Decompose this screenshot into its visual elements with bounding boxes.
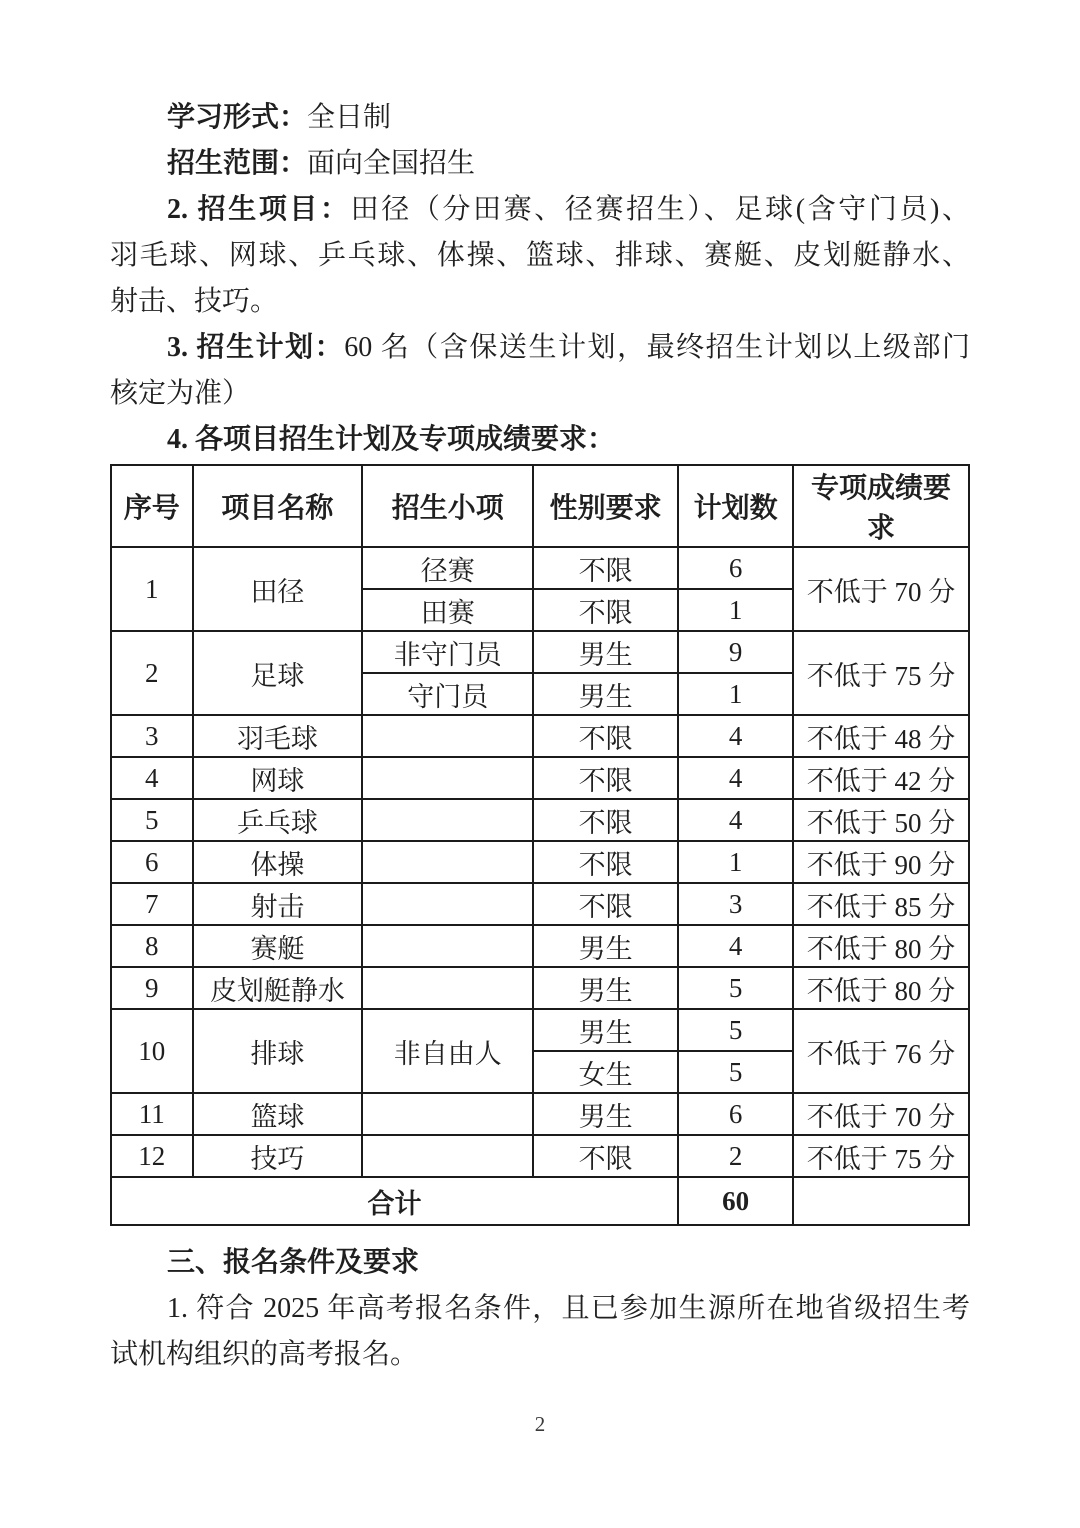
table-cell (362, 883, 533, 925)
page-number: 2 (534, 1412, 546, 1436)
table-header-cell: 专项成绩要求 (793, 465, 969, 547)
table-cell: 合计 (111, 1177, 678, 1225)
item2-text2: 羽毛球、网球、乒乓球、体操、篮球、排球、赛艇、皮划艇静水、 (110, 240, 970, 271)
table-cell: 网球 (193, 757, 363, 799)
table-cell: 4 (678, 925, 793, 967)
table-cell: 1 (111, 547, 193, 631)
table-cell: 女生 (533, 1051, 678, 1093)
table-cell: 不低于 75 分 (793, 631, 969, 715)
scope-line (110, 141, 970, 187)
table-cell: 3 (678, 883, 793, 925)
table-cell: 男生 (533, 673, 678, 715)
item3-line2 (110, 371, 970, 417)
table-cell (362, 841, 533, 883)
table-header-cell: 项目名称 (193, 465, 363, 547)
table-cell: 非守门员 (362, 631, 533, 673)
cond1-line1 (110, 1286, 970, 1332)
table-cell: 4 (678, 799, 793, 841)
table-body (111, 547, 969, 1225)
table-cell: 11 (111, 1093, 193, 1135)
table-row (111, 715, 969, 757)
table-cell: 不低于 76 分 (793, 1009, 969, 1093)
table-row (111, 799, 969, 841)
table-cell: 男生 (533, 631, 678, 673)
table-header-cell: 序号 (111, 465, 193, 547)
section3-heading (110, 1240, 970, 1286)
table-row (111, 631, 969, 673)
table-cell: 5 (111, 799, 193, 841)
scope-value: 面向全国招生 (307, 148, 476, 179)
table-cell: 不低于 90 分 (793, 841, 969, 883)
table-cell: 皮划艇静水 (193, 967, 363, 1009)
table-row (111, 925, 969, 967)
table-cell: 1 (678, 589, 793, 631)
item3-label: 3. 招生计划： (167, 332, 345, 363)
item4-heading-text: 4. 各项目招生计划及专项成绩要求： (167, 424, 616, 455)
table-cell: 足球 (193, 631, 363, 715)
item2-text3: 射击、技巧。 (110, 286, 279, 317)
table-cell: 排球 (193, 1009, 363, 1093)
table-row (111, 547, 969, 589)
table-cell: 6 (678, 547, 793, 589)
table-header-cell: 计划数 (678, 465, 793, 547)
table-cell: 非自由人 (362, 1009, 533, 1093)
table-cell: 不限 (533, 883, 678, 925)
table-cell: 6 (678, 1093, 793, 1135)
table-cell: 3 (111, 715, 193, 757)
table-cell: 不低于 80 分 (793, 967, 969, 1009)
table-cell: 不限 (533, 799, 678, 841)
table-row (111, 967, 969, 1009)
table-row (111, 757, 969, 799)
item2-text1: 田径（分田赛、径赛招生）、足球(含守门员)、 (350, 194, 970, 225)
table-cell: 赛艇 (193, 925, 363, 967)
table-cell: 田赛 (362, 589, 533, 631)
table-cell: 4 (678, 757, 793, 799)
table-cell: 不低于 48 分 (793, 715, 969, 757)
table-cell: 篮球 (193, 1093, 363, 1135)
table-cell (362, 967, 533, 1009)
table-cell: 2 (678, 1135, 793, 1177)
table-cell: 12 (111, 1135, 193, 1177)
cond1-line2 (110, 1332, 970, 1378)
table-cell: 径赛 (362, 547, 533, 589)
cond1-text1: 1. 符合 2025 年高考报名条件，且已参加生源所在地省级招生考 (167, 1293, 970, 1324)
table-cell (793, 1177, 969, 1225)
table-row (111, 841, 969, 883)
item4-heading (110, 417, 970, 463)
table-cell: 男生 (533, 967, 678, 1009)
table-cell: 1 (678, 841, 793, 883)
table-cell: 4 (678, 715, 793, 757)
table-cell: 男生 (533, 925, 678, 967)
table-cell (362, 1135, 533, 1177)
table-cell: 羽毛球 (193, 715, 363, 757)
table-cell: 9 (111, 967, 193, 1009)
table-cell: 8 (111, 925, 193, 967)
table-cell: 男生 (533, 1093, 678, 1135)
table-header-cell: 性别要求 (533, 465, 678, 547)
table-cell: 不限 (533, 1135, 678, 1177)
table-row (111, 1177, 969, 1225)
section3-heading-text: 三、报名条件及要求 (167, 1247, 420, 1278)
table-row (111, 1009, 969, 1051)
table-cell: 1 (678, 673, 793, 715)
item3-text1: 60 名（含保送生计划，最终招生计划以上级部门 (344, 332, 970, 363)
table-cell (362, 757, 533, 799)
enrollment-plan-table (110, 464, 970, 1226)
table-cell: 射击 (193, 883, 363, 925)
table-cell: 不限 (533, 547, 678, 589)
table-cell (362, 925, 533, 967)
table-row (111, 883, 969, 925)
table-cell: 4 (111, 757, 193, 799)
table-cell: 技巧 (193, 1135, 363, 1177)
table-cell: 60 (678, 1177, 793, 1225)
item3-text2: 核定为准） (110, 378, 251, 409)
table-header-cell: 招生小项 (362, 465, 533, 547)
table-cell: 男生 (533, 1009, 678, 1051)
table-cell: 不低于 50 分 (793, 799, 969, 841)
item3-line1 (110, 325, 970, 371)
cond1-text2: 试机构组织的高考报名。 (110, 1339, 419, 1370)
table-cell: 不限 (533, 757, 678, 799)
study-form-line (110, 95, 970, 141)
item2-line3 (110, 279, 970, 325)
table-cell: 5 (678, 967, 793, 1009)
table-cell: 不限 (533, 841, 678, 883)
item2-line2 (110, 233, 970, 279)
item2-line1 (110, 187, 970, 233)
table-cell: 不限 (533, 715, 678, 757)
study-form-value: 全日制 (307, 102, 392, 133)
table-cell: 不低于 70 分 (793, 1093, 969, 1135)
table-cell: 体操 (193, 841, 363, 883)
table-cell: 守门员 (362, 673, 533, 715)
table-cell: 5 (678, 1051, 793, 1093)
table-header-row (111, 465, 969, 547)
table-cell (362, 799, 533, 841)
table-cell: 不低于 85 分 (793, 883, 969, 925)
table-cell: 不限 (533, 589, 678, 631)
table-cell: 田径 (193, 547, 363, 631)
scope-label: 招生范围： (167, 148, 308, 179)
table-cell: 10 (111, 1009, 193, 1093)
study-form-label: 学习形式： (167, 102, 308, 133)
table-cell: 乒乓球 (193, 799, 363, 841)
table-row (111, 1135, 969, 1177)
table-cell (362, 715, 533, 757)
table-cell: 不低于 70 分 (793, 547, 969, 631)
table-cell: 不低于 75 分 (793, 1135, 969, 1177)
item2-label: 2. 招生项目： (167, 194, 351, 225)
table-cell: 7 (111, 883, 193, 925)
table-cell: 9 (678, 631, 793, 673)
table-cell (362, 1093, 533, 1135)
table-row (111, 1093, 969, 1135)
table-cell: 2 (111, 631, 193, 715)
table-head (111, 465, 969, 547)
table-cell: 5 (678, 1009, 793, 1051)
table-cell: 6 (111, 841, 193, 883)
table-cell: 不低于 42 分 (793, 757, 969, 799)
table-cell: 不低于 80 分 (793, 925, 969, 967)
